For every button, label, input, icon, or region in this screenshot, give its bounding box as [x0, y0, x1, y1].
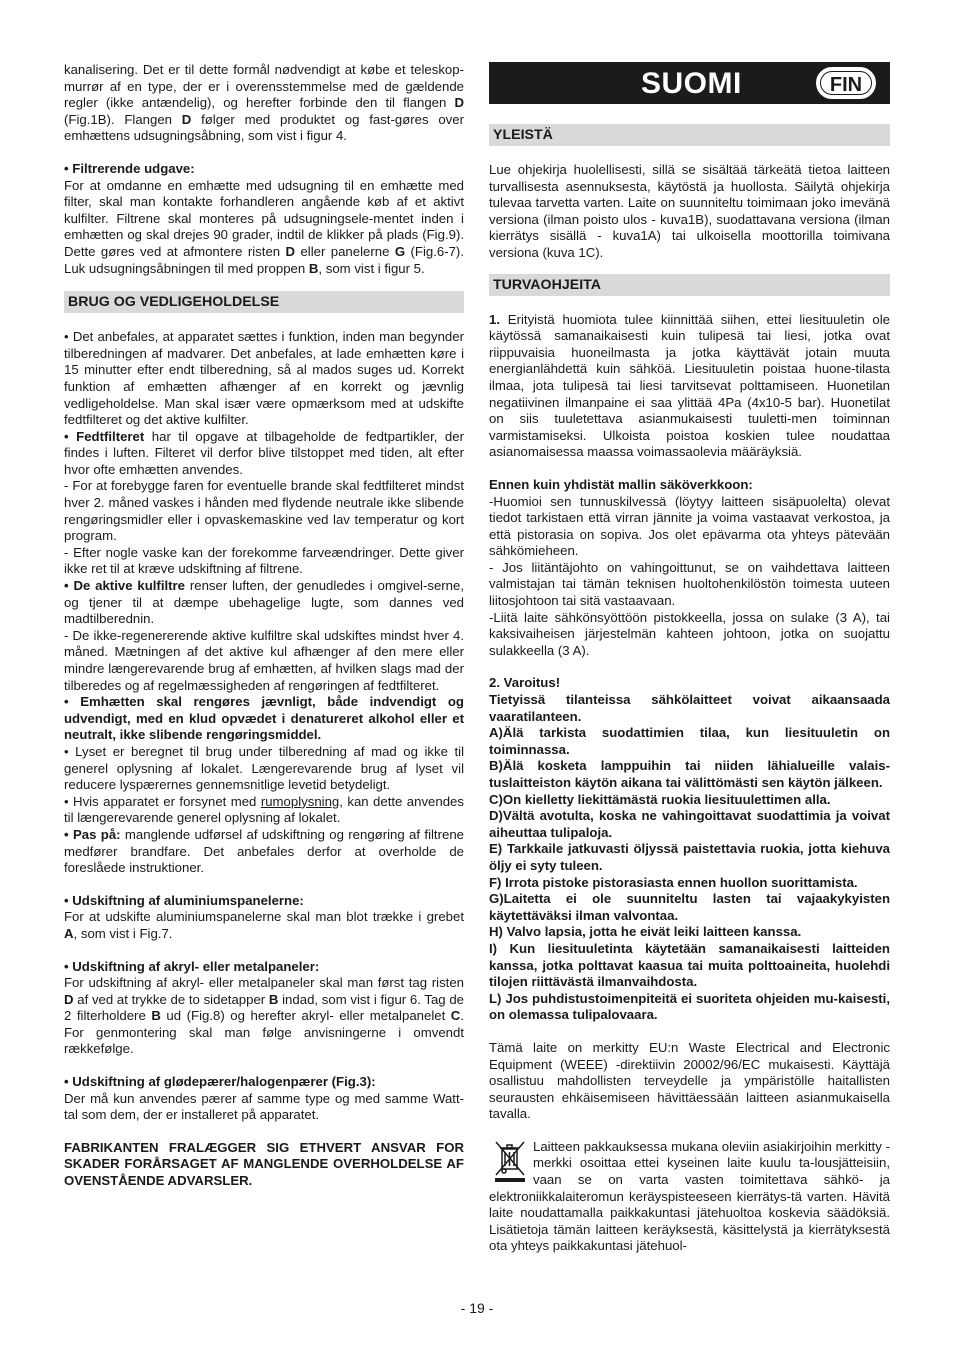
ennen-item-1: -Huomioi sen tunnuskilvessä (löytyy laitteen sisäpuolelta) olevat tiedot tarkistaen että virran jännite ja voima vastaavat verkostoa, ja että pistorasia on sopiva. Jos olet epävarma ota yhteys pätevään sähkömieheen.: [489, 493, 890, 559]
left-column: [64, 62, 464, 1190]
use-paragraph-2: • Fedtfilteret har til opgave at tilbageholde de fedtpartikler, der findes i luften. Filteret vil derfor blive tilstoppet med tiden, alt efter hvor ofte emhætten anvendes.: [64, 428, 464, 477]
filter-heading: • Filtrerende udgave:: [64, 160, 195, 176]
weee-paragraph: Tämä laite on merkitty EU:n Waste Electrical and Electronic Equipment (WEEE) -direktiivin 20002/96/EC mukaisesti. Käyttäjä osallistuu mahdollisten terveydelle ja ympäristölle haitallisten seurausten ehkäisemiseen hävittäessään laitteen asianmukaisella tavalla.: [489, 1039, 890, 1122]
use-paragraph-4: - Efter nogle vaske kan der forekomme farveændringer. Dette giver ikke ret til at kræve udskiftning af filtrene.: [64, 544, 464, 577]
section-heading-turva: TURVAOHJEITA: [489, 274, 890, 296]
banner-title: SUOMI: [641, 67, 742, 100]
use-paragraph-1: • Det anbefales, at apparatet sættes i funktion, inden man begynder tilberedningen af madvarer. Det anbefales, at lade emhætten køre i 15 minutter efter endt tilberedning, så al mados suges ud. Korrekt funktion af emhætten afhænger af en korrekt og jævnlig vedligeholdelse. Man skal især være opmærksom med at udskifte fedtfilteret og det aktive kulfilter.: [64, 329, 464, 428]
use-paragraph-10: • Pas på: manglende udførsel af udskiftning og rengøring af filtrene medfører brandfare. Det anbefales derfor at overholde de foreslåede instruktioner.: [64, 826, 464, 876]
disclaimer: FABRIKANTEN FRALÆGGER SIG ETHVERT ANSVAR FOR SKADER FORÅRSAGET AF MANGLENDE OVERHOLDELSE AF OVENSTÅENDE ADVARSLER.: [64, 1139, 464, 1189]
varoitus-item: B)Älä kosketa lamppuihin tai niiden lähialueille valais-tuslaitteiston käytön aikana tai välittömästi sen käytön jälkeen.: [489, 758, 890, 790]
use-paragraph-3: - For at forebygge faren for eventuelle brande skal fedtfilteret mindst hver 2. måned vaskes i hånden med flydende neutrale ikke slibende rengøringsmidler eller i opvaskemaskine ved lav temperatur og kort program.: [64, 478, 464, 544]
filter-paragraph: For at omdanne en emhætte med udsugning til en emhætte med filter, skal man kontakte forhandleren angående køb af et aktivt kulfilter. Filtrene skal monteres på udsugningsele-mentet inden i emhætten og skal drejes 90 grader, indtil de klikker på plads (Fig.9). Dette gøres ved at afmontere risten D eller panelerne G (Fig.6-7). Luk udsugningsåbningen til med proppen B, som vist i figur 5.: [64, 177, 464, 276]
alu-paragraph: For at udskifte aluminiumspanelerne skal man blot trække i grebet A, som vist i Fig.7.: [64, 909, 464, 941]
weee-icon-paragraph: Laitteen pakkauksessa mukana oleviin asiakirjoihin merkitty -merkki osoittaa ettei kyseinen laite kuulu ta-lousjätteisiin, vaan se on varta vasten toimitettava sähkö- ja elektroniikkalaiteromun keräyspisteeseen kierrätys-tä varten. Hävitä laite noudattamalla paikkakuntasi jätehuoltoa koskevia säädöksiä. Lisätietoja tämän laitteen keräyksestä, käsittelystä ja kierrätyksestä ota yhteys paikkakuntasi jätehuol-: [489, 1138, 890, 1254]
bulb-paragraph: Der må kun anvendes pærer af samme type og med samme Watt-tal som dem, der er installeret på apparatet.: [64, 1090, 464, 1123]
section-heading-brug: BRUG OG VEDLIGEHOLDELSE: [64, 291, 464, 313]
varoitus-heading: 2. Varoitus!: [489, 675, 561, 691]
akryl-paragraph: For udskiftning af akryl- eller metalpaneler skal man først tag risten D af ved at trykke de to sidetapper B indad, som vist i figur 6. Tag de 2 filterholdere B ud (Fig.8) og herefter akryl- eller metalpanelet C. For genmontering skal man følge anvisningerne i omvendt rækkefølge.: [64, 975, 464, 1057]
varoitus-item: E) Tarkkaile jatkuvasti öljyssä paistettavia ruokia, jotta kiehuva öljy ei syty tuleen.: [489, 841, 890, 873]
use-paragraph-7: • Emhætten skal rengøres jævnligt, både indvendigt og udvendigt, med en klud opvædet i denatureret alkohol eller et neutralt, ikke slibende rengøringsmiddel.: [64, 694, 464, 743]
varoitus-item: H) Valvo lapsia, jotta he eivät leiki laitteen kanssa.: [489, 924, 802, 940]
varoitus-item: C)On kielletty liekittämästä ruokia liesituulettimen alla.: [489, 791, 831, 807]
section-heading-yleista: YLEISTÄ: [489, 124, 890, 146]
use-paragraph-5: • De aktive kulfiltre renser luften, der genudledes i omgivel-serne, og tjener til at dæmpe ubehagelige lugte, som dannes ved madtilberednin.: [64, 578, 464, 627]
use-paragraph-9: • Hvis apparatet er forsynet med rumoplysning, kan dette anvendes til længerevarende generel oplysning af lokalet.: [64, 793, 464, 826]
ennen-item-2: - Jos liitäntäjohto on vahingoittunut, se on vaihdettava laitteen valmistajan tai tämän teknisen huoltohenkilöstön toimesta uuteen liitosjohtoon tai sitä vastaavaan.: [489, 559, 890, 609]
ennen-item-3: -Liitä laite sähkönsyöttöön pistokkeella, jossa on sulake (3 A), tai kaksivaiheisen järjestelmän kahteen johtoon, jotka on suojattu sulakkeella (3 A).: [489, 609, 890, 658]
varoitus-item: D)Vältä avotulta, koska ne vahingoittavat suodattimia ja voivat aiheuttaa tulipaloja.: [489, 808, 890, 840]
page-number: - 19 -: [460, 1300, 494, 1316]
right-column: [489, 62, 890, 1255]
language-badge: FIN: [816, 67, 876, 99]
bulb-heading: • Udskiftning af glødepærer/halogenpærer (Fig.3):: [64, 1074, 376, 1090]
intro-paragraph: kanalisering. Det er til dette formål nødvendigt at købe et teleskop-murrør af en type, der er i overensstemmelse med de gældende regler (ikke antændelig), og herefter forbinde den til flangen D (Fig.1B). Flangen D følger med produktet og fast-gøres over emhættens udsugningsåbning, som vist i figur 4.: [64, 62, 465, 144]
alu-heading: • Udskiftning af aluminiumspanelerne:: [64, 892, 304, 908]
varoitus-item: Tietyissä tilanteissa sähkölaitteet voivat aikaansaada vaaratilanteen.: [489, 692, 890, 724]
ennen-heading: Ennen kuin yhdistät mallin säköverkkoon:: [489, 476, 753, 492]
varoitus-item: A)Älä tarkista suodattimien tilaa, kun liesituuletin on toiminnassa.: [489, 725, 890, 757]
varoitus-item: L) Jos puhdistustoimenpiteitä ei suoriteta ohjeiden mu-kaisesti, on olemassa tulipalovaara.: [489, 990, 890, 1023]
use-paragraph-8: • Lyset er beregnet til brug under tilberedning af mad og ikke til generel oplysning af lokalet. Længerevarende brug af lyset vil reducere lyspærernes gennemsnitlige levetid betydeligt.: [64, 743, 464, 793]
turva-paragraph: 1. Erityistä huomiota tulee kiinnittää siihen, ettei liesituuletin ole käytössä samanaikaisesti kuin tulipesä tai liesi, jotka ovat riippuvaisia huoneilmasta ja jotka käyttävät jotain muuta energianlähdettä kuin sähköä. Liesituuletin poistaa huone-tilasta ilmaa, jota tulipesä tai liesi tarvitsevat polttamiseen. Huonetilan negatiivinen ilmanpaine ei saa ylittää 4Pa (4x10-5 bar). Huonetilat on siis tuuletettava asianmukaisesti tuuletti-men toiminnan varmistamiseksi. Ulkoista poistoa koskien tulee noudattaa asianomaisessa maassa voimassaolevia määräyksiä.: [489, 311, 890, 460]
varoitus-item: G)Laitetta ei ole suunniteltu lasten tai vajaakykyisten käytettäväksi ilman valvontaa.: [489, 891, 890, 923]
yleista-paragraph: Lue ohjekirja huolellisesti, sillä se sisältää tärkeätä tietoa laitteen turvallisesta asennuksesta, käytöstä ja huollosta. Säilytä ohjekirja tulevaa tarvetta varten. Laite on suunniteltu toimimaan joko imevänä versiona (ilman poisto ulos - kuva1B), suodattavana versiona (ilman kierrätys sisällä - kuva1A) tai ulkoisella moottorilla toimivana versiona (kuva 1C).: [489, 162, 890, 260]
varoitus-item: I) Kun liesituuletinta käytetään samanaikaisesti laitteiden kanssa, jotka polttavat kaasua tai muita polttoaineita, huolehdi tilojen riittävästä ilmanvaihdosta.: [489, 940, 890, 990]
akryl-heading: • Udskiftning af akryl- eller metalpaneler:: [64, 958, 320, 974]
language-banner: [489, 62, 890, 104]
crossed-bin-icon: [493, 1139, 527, 1183]
varoitus-item: F) Irrota pistoke pistorasiasta ennen huollon suorittamista.: [489, 874, 858, 890]
weee-block: [489, 1139, 890, 1255]
use-paragraph-6: - De ikke-regenererende aktive kulfiltre skal udskiftes mindst hver 4. måned. Mætningen af det aktive kul afhænger af den mere eller mindre længerevarende brug af emhætten, af hvilken slags mad der tilberedes og af regelmæssigheden af rengøringen af fedtfilteret.: [64, 627, 464, 693]
